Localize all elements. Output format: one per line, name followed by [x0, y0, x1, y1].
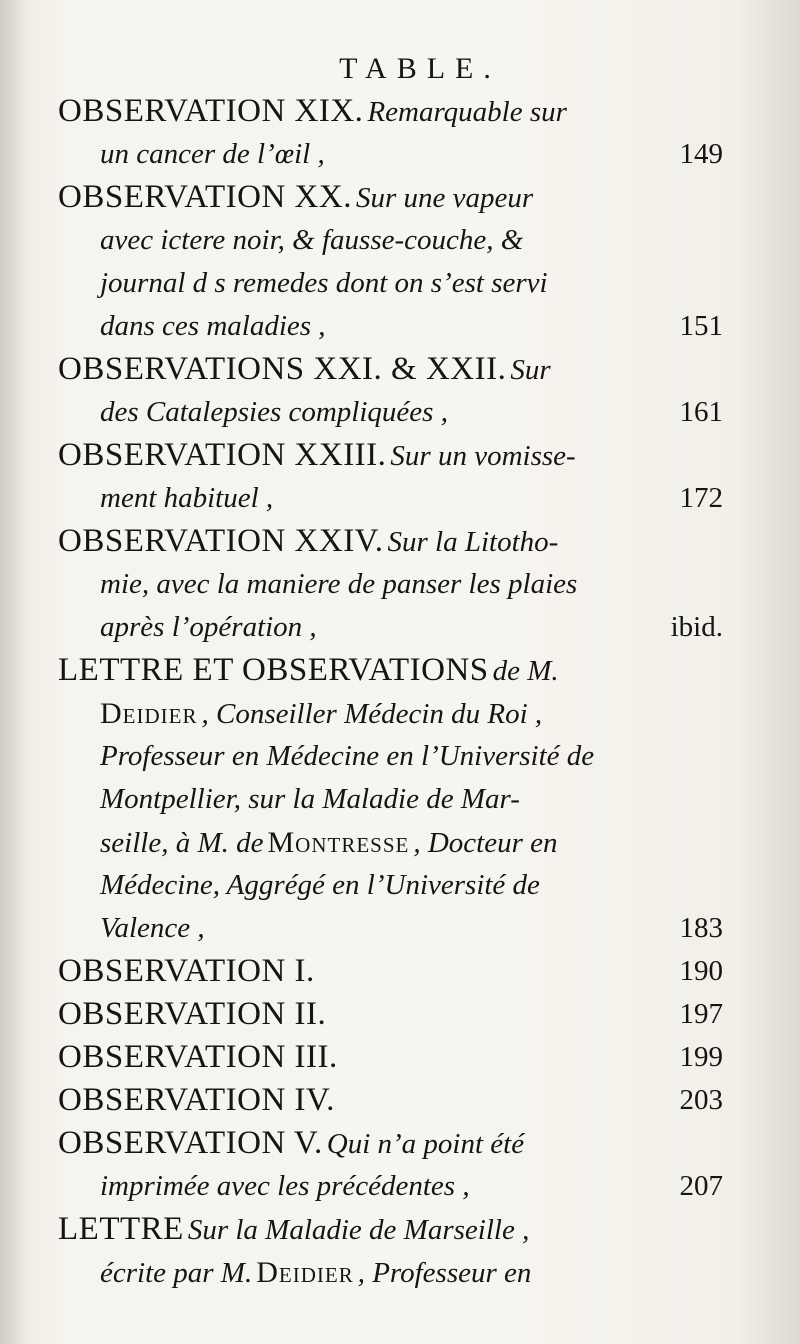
- entry-text: Remarquable sur: [367, 96, 567, 128]
- toc-line: [58, 907, 723, 950]
- spine-shadow: [0, 0, 26, 1344]
- toc-entry: [58, 649, 723, 950]
- toc-line: [58, 563, 723, 606]
- toc-line: [58, 477, 723, 520]
- toc-line: [58, 348, 723, 391]
- toc-entry: [58, 434, 723, 520]
- toc-line: [58, 176, 723, 219]
- toc-line: [58, 262, 723, 305]
- toc-entry: [58, 348, 723, 434]
- page-number: 207: [679, 1170, 723, 1202]
- entry-text: Sur la Litotho-: [387, 526, 559, 558]
- toc-entry: [58, 520, 723, 649]
- toc-line: [58, 864, 723, 907]
- toc-entry: [58, 1079, 723, 1122]
- entry-text: de M.: [492, 655, 559, 687]
- entry-text: Qui n’a point été: [326, 1128, 525, 1160]
- toc-line: [58, 735, 723, 778]
- page-number: ibid.: [670, 611, 723, 643]
- toc-line: [58, 649, 723, 692]
- entry-text: un cancer de l’œil ,: [100, 138, 325, 170]
- toc-line: [58, 520, 723, 563]
- toc-line: [58, 950, 723, 993]
- toc-line: [58, 1165, 723, 1208]
- entry-text: Médecine, Aggrégé en l’Université de: [100, 869, 540, 901]
- toc-entry: [58, 1122, 723, 1208]
- entry-heading: OBSERVATION XXIII.: [58, 437, 387, 473]
- toc-line: [58, 391, 723, 434]
- toc-entry: [58, 90, 723, 176]
- entry-text: mie, avec la maniere de panser les plaies: [100, 568, 578, 600]
- entry-text: Sur un vomisse-: [390, 440, 576, 472]
- toc-entry: [58, 950, 723, 993]
- entry-text: Professeur en Médecine en l’Université de: [100, 740, 595, 772]
- page-number: 190: [679, 955, 723, 987]
- toc-entry: [58, 1036, 723, 1079]
- entry-text: après l’opération ,: [100, 611, 317, 643]
- toc-line: [58, 133, 723, 176]
- page-number: 197: [679, 998, 723, 1030]
- table-of-contents: [0, 90, 800, 1294]
- page-number: 151: [679, 310, 723, 342]
- small-caps-name: Montresse: [267, 826, 410, 859]
- entry-text: imprimée avec les précédentes ,: [100, 1170, 470, 1202]
- entry-heading: OBSERVATION IV.: [58, 1082, 335, 1118]
- toc-line: [58, 90, 723, 133]
- page-number: 199: [679, 1041, 723, 1073]
- toc-line: [58, 434, 723, 477]
- entry-text: seille, à M. de: [100, 827, 264, 859]
- entry-text: Montpellier, sur la Maladie de Mar-: [100, 783, 520, 815]
- entry-heading: LETTRE: [58, 1211, 184, 1247]
- toc-entry: [58, 993, 723, 1036]
- entry-text: , Conseiller Médecin du Roi ,: [201, 698, 543, 730]
- entry-text: des Catalepsies compliquées ,: [100, 396, 448, 428]
- toc-line: [58, 778, 723, 821]
- toc-line: [58, 821, 723, 864]
- entry-heading: LETTRE ET OBSERVATIONS: [58, 652, 489, 688]
- entry-text: , Professeur en: [357, 1257, 532, 1289]
- toc-line: [58, 1251, 723, 1294]
- toc-line: [58, 993, 723, 1036]
- small-caps-name: Deidier: [100, 697, 198, 730]
- entry-heading: OBSERVATION I.: [58, 953, 315, 989]
- page-number: 183: [679, 912, 723, 944]
- toc-line: [58, 305, 723, 348]
- entry-text: Sur une vapeur: [355, 182, 534, 214]
- entry-text: Valence ,: [100, 912, 205, 944]
- toc-line: [58, 219, 723, 262]
- toc-entry: [58, 176, 723, 348]
- entry-heading: OBSERVATION II.: [58, 996, 327, 1032]
- entry-text: avec ictere noir, & fausse-couche, &: [100, 224, 524, 256]
- entry-heading: OBSERVATION XX.: [58, 179, 352, 215]
- toc-line: [58, 692, 723, 735]
- page-number: 203: [679, 1084, 723, 1116]
- entry-text: , Docteur en: [413, 827, 558, 859]
- toc-line: [58, 1208, 723, 1251]
- page-header: TABLE.: [339, 52, 501, 85]
- toc-line: [58, 606, 723, 649]
- entry-heading: OBSERVATION III.: [58, 1039, 338, 1075]
- entry-heading: OBSERVATION XXIV.: [58, 523, 384, 559]
- toc-line: [58, 1079, 723, 1122]
- entry-text: journal d s remedes dont on s’est servi: [100, 267, 548, 299]
- entry-heading: OBSERVATIONS XXI. & XXII.: [58, 351, 507, 387]
- entry-text: écrite par M.: [100, 1257, 253, 1289]
- page-number: 172: [679, 482, 723, 514]
- page-number: 161: [679, 396, 723, 428]
- entry-heading: OBSERVATION V.: [58, 1125, 323, 1161]
- entry-text: dans ces maladies ,: [100, 310, 326, 342]
- toc-line: [58, 1036, 723, 1079]
- entry-heading: OBSERVATION XIX.: [58, 93, 364, 129]
- small-caps-name: Deidier: [256, 1256, 354, 1289]
- entry-text: Sur: [510, 354, 551, 386]
- toc-entry: [58, 1208, 723, 1294]
- entry-text: ment habituel ,: [100, 482, 274, 514]
- page-number: 149: [679, 138, 723, 170]
- toc-line: [58, 1122, 723, 1165]
- entry-text: Sur la Maladie de Marseille ,: [187, 1214, 530, 1246]
